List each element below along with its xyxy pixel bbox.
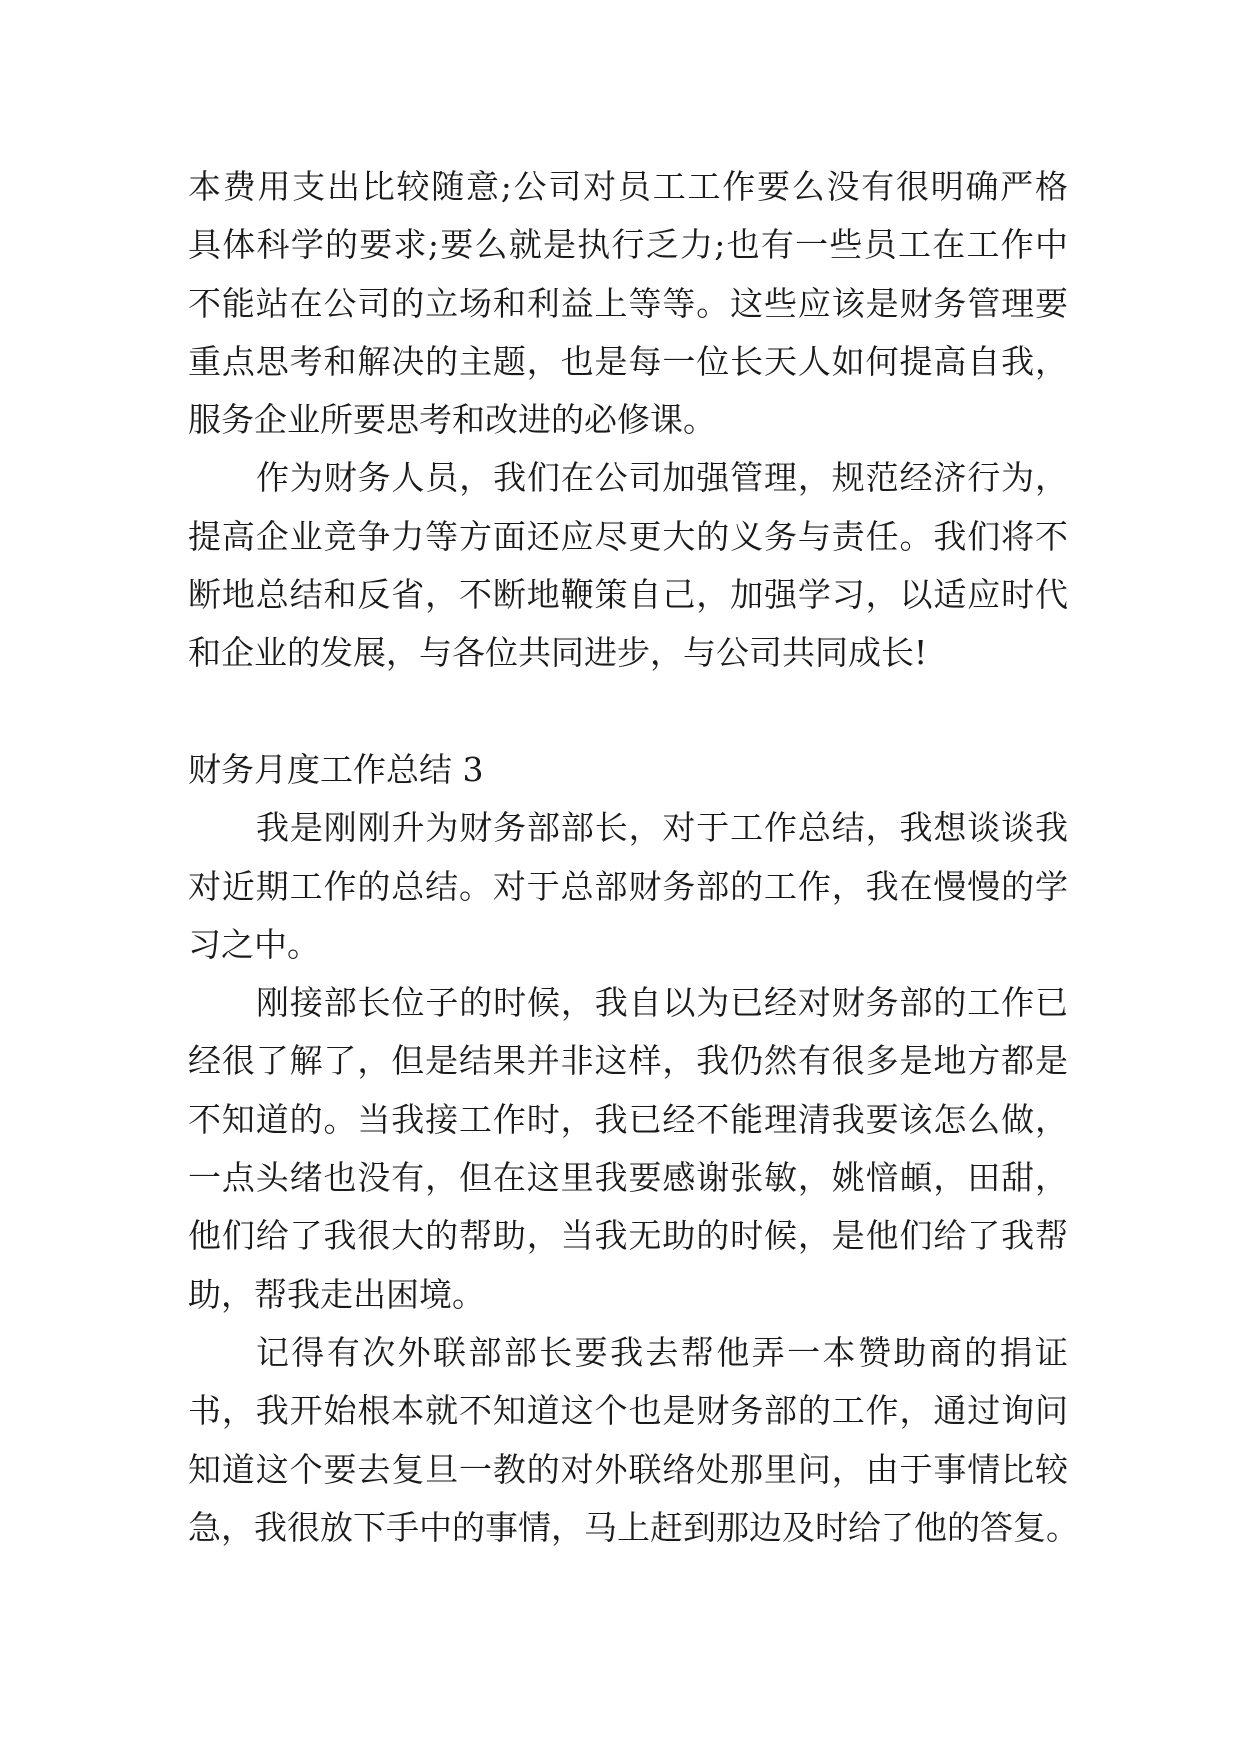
text-line: 重点思考和解决的主题，也是每一位长天人如何提高自我， bbox=[188, 341, 1068, 381]
paragraph-5 bbox=[188, 1324, 1079, 1557]
paragraph-2 bbox=[188, 449, 1068, 682]
document-body bbox=[188, 158, 1079, 1557]
blank-line bbox=[188, 683, 1068, 741]
text-line: 服务企业所要思考和改进的必修课。 bbox=[188, 400, 716, 440]
paragraph-3 bbox=[188, 799, 1068, 974]
text-line: 书，我开始根本就不知道这个也是财务部的工作，通过询问 bbox=[188, 1391, 1068, 1431]
text-line: 急，我很放下手中的事情，马上赶到那边及时给了他的答复。 bbox=[188, 1507, 1079, 1547]
text-line: 不能站在公司的立场和利益上等等。这些应该是财务管理要 bbox=[188, 283, 1068, 323]
text-line: 断地总结和反省，不断地鞭策自己，加强学习，以适应时代 bbox=[188, 575, 1068, 615]
text-line: 本费用支出比较随意;公司对员工工作要么没有很明确严格 bbox=[188, 167, 1068, 206]
text-line: 和企业的发展，与各位共同进步，与公司共同成长! bbox=[188, 633, 928, 673]
paragraph-1 bbox=[188, 158, 1068, 449]
text-line: 助，帮我走出困境。 bbox=[188, 1274, 485, 1314]
text-line: 不知道的。当我接工作时，我已经不能理清我要该怎么做， bbox=[188, 1099, 1068, 1139]
section-heading: 财务月度工作总结 3 bbox=[188, 749, 484, 789]
text-line: 知道这个要去复旦一教的对外联络处那里问，由于事情比较 bbox=[188, 1449, 1068, 1489]
text-line: 对近期工作的总结。对于总部财务部的工作，我在慢慢的学 bbox=[188, 866, 1068, 906]
text-line: 刚接部长位子的时候，我自以为已经对财务部的工作已 bbox=[256, 983, 1068, 1023]
text-line: 一点头绪也没有，但在这里我要感谢张敏，姚愔頔，田甜， bbox=[188, 1158, 1068, 1198]
text-line: 作为财务人员，我们在公司加强管理，规范经济行为， bbox=[256, 458, 1068, 498]
text-line: 具体科学的要求;要么就是执行乏力;也有一些员工在工作中 bbox=[188, 225, 1068, 265]
text-line: 他们给了我很大的帮助，当我无助的时候，是他们给了我帮 bbox=[188, 1216, 1068, 1256]
text-line: 习之中。 bbox=[188, 924, 320, 964]
text-line: 经很了解了，但是结果并非这样，我仍然有很多是地方都是 bbox=[188, 1041, 1068, 1081]
paragraph-4 bbox=[188, 974, 1068, 1324]
text-line: 记得有次外联部部长要我去帮他弄一本赞助商的捐证 bbox=[256, 1332, 1068, 1372]
text-line: 我是刚刚升为财务部部长，对于工作总结，我想谈谈我 bbox=[256, 808, 1068, 848]
text-line: 提高企业竞争力等方面还应尽更大的义务与责任。我们将不 bbox=[188, 516, 1068, 556]
